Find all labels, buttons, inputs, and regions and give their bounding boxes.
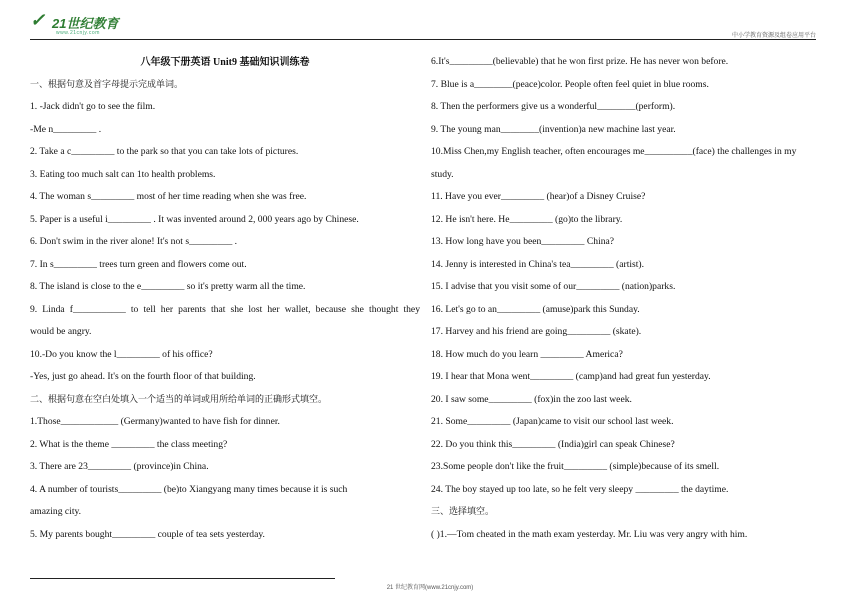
fill-question-12: 12. He isn't here. He_________ (go)to the library. (431, 214, 623, 225)
fill-question-9: 9. The young man________(invention)a new machine last year. (431, 124, 676, 135)
fill-question-20: 20. I saw some_________ (fox)in the zoo last week. (431, 394, 632, 405)
fill-question-6: 6.It's_________(believable) that he won first prize. He has never won before. (431, 56, 729, 67)
question-3: 3. Eating too much salt can 1to health problems. (30, 169, 216, 180)
logo-url: www.21cnjy.com (56, 30, 100, 36)
fill-question-24: 24. The boy stayed up too late, so he felt very sleepy _________ the daytime. (431, 484, 729, 495)
fill-question-14: 14. Jenny is interested in China's tea_________ (artist). (431, 259, 645, 270)
fill-question-10b: study. (431, 169, 454, 180)
choice-question-1: ( )1.—Tom cheated in the math exam yesterday. Mr. Liu was very angry with him. (431, 529, 748, 540)
question-4: 4. The woman s_________ most of her time reading when she was free. (30, 191, 307, 202)
question-9b: would be angry. (30, 326, 92, 337)
question-6: 6. Don't swim in the river alone! It's not s_________ . (30, 236, 238, 247)
fill-question-23: 23.Some people don't like the fruit_________ (simple)because of its smell. (431, 461, 720, 472)
fill-question-2: 2. What is the theme _________ the class meeting? (30, 439, 228, 450)
fill-question-4a: 4. A number of tourists_________ (be)to Xiangyang many times because it is such (30, 484, 348, 495)
fill-question-13: 13. How long have you been_________ China? (431, 236, 615, 247)
fill-question-21: 21. Some_________ (Japan)came to visit our school last week. (431, 416, 674, 427)
fill-question-10a: 10.Miss Chen,my English teacher, often encourages me__________(face) the challenges in my (431, 146, 797, 157)
question-5: 5. Paper is a useful i_________ . It was invented around 2, 000 years ago by Chinese. (30, 214, 359, 225)
fill-question-17: 17. Harvey and his friend are going_________ (skate). (431, 326, 642, 337)
header-divider (30, 39, 816, 40)
footer-site-text: 21 世纪教育网(www.21cnjy.com) (386, 585, 474, 591)
fill-question-7: 7. Blue is a________(peace)color. People often feel quiet in blue rooms. (431, 79, 709, 90)
site-logo (30, 10, 150, 36)
fill-question-1: 1.Those____________ (Germany)wanted to have fish for dinner. (30, 416, 280, 427)
section-1-heading: 一、根据句意及首字母提示完成单词。 (30, 80, 184, 90)
section-2-heading: 二、根据句意在空白处填入一个适当的单词或用所给单词的正确形式填空。 (30, 395, 328, 405)
page-header (0, 0, 860, 40)
question-2: 2. Take a c_________ to the park so that you can take lots of pictures. (30, 146, 299, 157)
fill-question-22: 22. Do you think this_________ (India)girl can speak Chinese? (431, 439, 675, 450)
question-7: 7. In s_________ trees turn green and flowers come out. (30, 259, 247, 270)
header-platform-text: 中小学教育资源及组卷应用平台 (731, 33, 816, 39)
footer-divider (30, 578, 335, 579)
question-9a: 9. Linda f___________ to tell her parents that she lost her wallet, because she thought they (30, 304, 420, 315)
question-10b: -Yes, just go ahead. It's on the fourth floor of that building. (30, 371, 256, 382)
question-8: 8. The island is close to the e_________ so it's pretty warm all the time. (30, 281, 306, 292)
logo-brand: 21世纪教育 (52, 16, 119, 31)
worksheet-title: 八年级下册英语 Unit9 基础知识训练卷 (140, 57, 310, 68)
fill-question-16: 16. Let's go to an_________ (amuse)park this Sunday. (431, 304, 640, 315)
fill-question-18: 18. How much do you learn _________ America? (431, 349, 623, 360)
section-3-heading: 三、选择填空。 (431, 507, 495, 517)
logo-mark-icon: ✓ (30, 10, 46, 30)
fill-question-4b: amazing city. (30, 506, 82, 517)
question-1a: 1. -Jack didn't go to see the film. (30, 101, 156, 112)
fill-question-5: 5. My parents bought_________ couple of tea sets yesterday. (30, 529, 265, 540)
fill-question-3: 3. There are 23_________ (province)in China. (30, 461, 209, 472)
question-10a: 10.-Do you know the l_________ of his office? (30, 349, 213, 360)
fill-question-8: 8. Then the performers give us a wonderful________(perform). (431, 101, 676, 112)
fill-question-19: 19. I hear that Mona went_________ (camp)and had great fun yesterday. (431, 371, 711, 382)
question-1b: -Me n_________ . (30, 124, 102, 135)
fill-question-11: 11. Have you ever_________ (hear)of a Disney Cruise? (431, 191, 646, 202)
fill-question-15: 15. I advise that you visit some of our_________ (nation)parks. (431, 281, 676, 292)
